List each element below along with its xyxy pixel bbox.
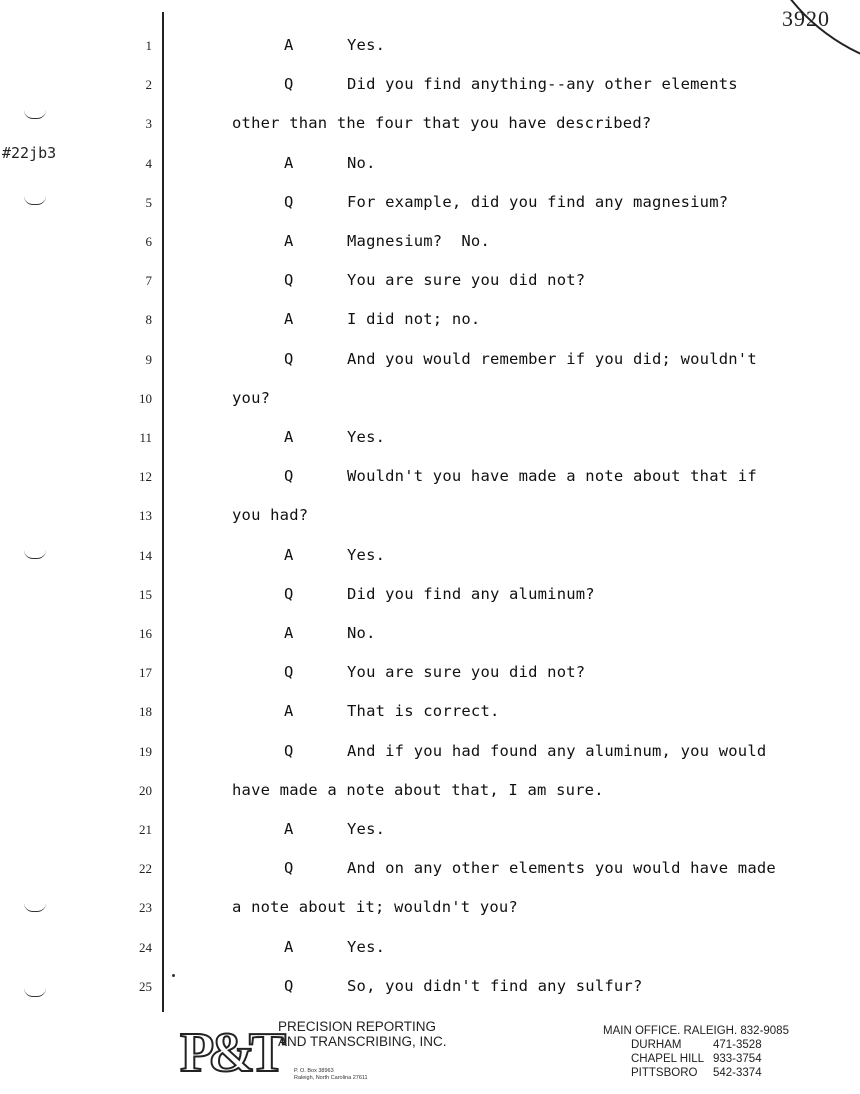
transcript-line-text: you? (232, 388, 271, 407)
office-row (603, 1066, 789, 1080)
company-name (278, 1019, 447, 1049)
line-number: 17 (139, 665, 152, 681)
transcript-line-text: So, you didn't find any sulfur? (347, 976, 643, 995)
line-number: 18 (139, 704, 152, 720)
transcript-line-text: No. (347, 624, 376, 642)
office-row (603, 1052, 789, 1066)
company-name-line1: PRECISION REPORTING (278, 1019, 437, 1034)
transcript-line-text: you had? (232, 506, 309, 525)
company-logo: P&T (180, 1022, 281, 1084)
transcript-line-text: No. (347, 153, 376, 172)
line-number: 21 (139, 822, 152, 837)
speaker-label: Q (284, 75, 294, 94)
margin-mark (24, 550, 46, 559)
speaker-label: Q (284, 663, 294, 682)
line-number: 7 (145, 273, 152, 289)
line-number: 9 (145, 351, 152, 367)
margin-mark (24, 988, 46, 997)
office-phone: 933-3754 (713, 1053, 762, 1065)
transcript-line-text: a note about it; wouldn't you? (232, 898, 518, 917)
transcript-line-text: Yes. (347, 545, 386, 564)
speaker-label: A (284, 624, 294, 642)
line-number: 16 (139, 626, 152, 641)
transcript-line-text: And on any other elements you would have made (347, 859, 776, 878)
line-number: 4 (145, 155, 152, 171)
line-number: 2 (145, 77, 152, 93)
transcript-line-text: And you would remember if you did; wouldn't (347, 349, 757, 368)
speaker-label: Q (284, 467, 294, 486)
line-number: 6 (145, 234, 152, 249)
transcript-line-text: other than the four that you have described? (232, 114, 652, 133)
office-row (603, 1038, 789, 1052)
transcript-line-text: Did you find any aluminum? (347, 584, 595, 603)
line-number: 22 (139, 861, 152, 877)
speaker-label: Q (284, 192, 294, 211)
margin-mark (24, 903, 46, 912)
transcript-line-text: I did not; no. (347, 310, 481, 329)
speaker-label: Q (284, 349, 294, 368)
main-office: MAIN OFFICE. RALEIGH. 832-9085 (603, 1025, 789, 1037)
line-number: 19 (139, 743, 152, 759)
speaker-label: A (284, 36, 294, 54)
line-number: 25 (139, 978, 152, 994)
address-line1: P. O. Box 38963 (294, 1068, 334, 1074)
left-margin-rule (162, 12, 164, 1012)
company-address (294, 1068, 368, 1082)
transcript-line-text: Magnesium? No. (347, 232, 490, 250)
speaker-label: Q (284, 741, 294, 760)
transcript-line-text: Yes. (347, 937, 386, 956)
line-number: 3 (145, 116, 152, 132)
transcript-line-text: Did you find anything--any other elements (347, 75, 738, 94)
line-number: 11 (139, 430, 152, 445)
line-number: 5 (145, 194, 152, 210)
line-number: 10 (139, 390, 152, 406)
transcript-line-text: Yes. (347, 428, 386, 446)
margin-mark (24, 196, 46, 205)
speaker-label: A (284, 937, 294, 956)
speaker-label: Q (284, 859, 294, 878)
line-number: 15 (139, 586, 152, 602)
speaker-label: Q (284, 271, 294, 290)
page-number: 3920 (782, 6, 830, 31)
speaker-label: Q (284, 976, 294, 995)
transcript-line-text: That is correct. (347, 702, 500, 721)
speaker-label: Q (284, 584, 294, 603)
speaker-label: A (284, 232, 294, 250)
line-number: 24 (139, 939, 152, 955)
line-number: 13 (139, 508, 152, 524)
transcript-line-text: You are sure you did not? (347, 663, 586, 682)
speaker-label: A (284, 428, 294, 446)
office-phone: 542-3374 (713, 1067, 762, 1079)
speaker-label: A (284, 702, 294, 721)
margin-mark (24, 110, 46, 119)
company-name-line2: AND TRANSCRIBING, INC. (278, 1034, 447, 1049)
transcript-line-text: And if you had found any aluminum, you would (347, 741, 767, 760)
stray-mark (172, 974, 175, 977)
speaker-label: A (284, 310, 294, 329)
office-list (603, 1024, 789, 1080)
speaker-label: A (284, 153, 294, 172)
transcript-line-text: For example, did you find any magnesium? (347, 192, 729, 211)
line-number: 14 (139, 547, 152, 563)
line-number: 12 (139, 469, 152, 485)
line-number: 20 (139, 782, 152, 798)
line-number: 23 (139, 900, 152, 916)
transcript-line-text: Yes. (347, 820, 386, 838)
speaker-label: A (284, 820, 294, 838)
office-name: DURHAM (631, 1039, 682, 1051)
speaker-label: A (284, 545, 294, 564)
line-number: 1 (145, 38, 152, 53)
side-code: #22jb3 (2, 144, 57, 162)
transcript-line-text: Wouldn't you have made a note about that if (347, 467, 757, 486)
line-number: 8 (145, 312, 152, 328)
office-name: CHAPEL HILL (631, 1053, 705, 1065)
office-name: PITTSBORO (631, 1067, 698, 1079)
transcript-line-text: You are sure you did not? (347, 271, 586, 290)
address-line2: Raleigh, North Carolina 27611 (294, 1075, 368, 1081)
office-phone: 471-3528 (713, 1039, 762, 1051)
transcript-line-text: have made a note about that, I am sure. (232, 780, 604, 799)
transcript-line-text: Yes. (347, 36, 386, 54)
